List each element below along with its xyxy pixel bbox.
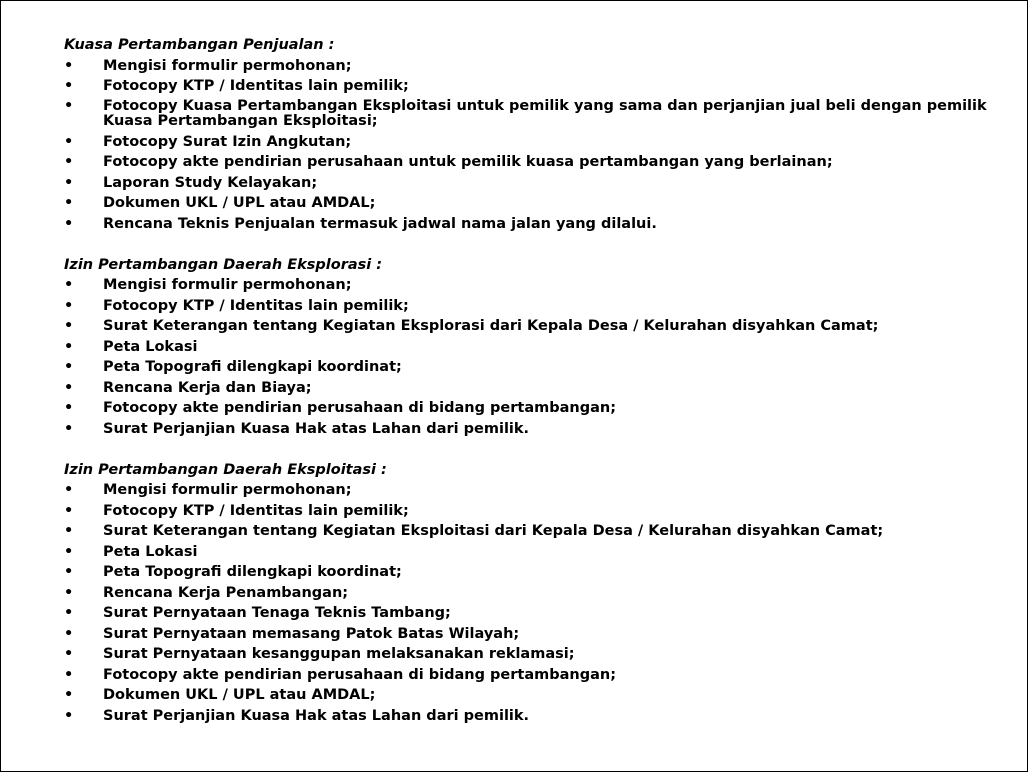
list-item-text: Peta Topografi dilengkapi koordinat; [103,564,402,580]
section-kuasa-pertambangan-penjualan [64,35,1004,234]
list-item [64,501,1004,522]
list-item [64,97,1004,132]
list-item-text: Rencana Teknis Penjualan termasuk jadwal nama jalan yang dilalui. [103,215,657,232]
bullet-icon: • [64,297,74,314]
list-item-text: Surat Keterangan tentang Kegiatan Eksplorasi dari Kepala Desa / Kelurahan disyahkan Camat; [103,318,879,334]
list-item-text: Surat Perjanjian Kuasa Hak atas Lahan dari pemilik. [103,707,530,724]
bullet-icon: • [64,97,74,114]
list-item [64,644,1004,665]
list-item-text: Mengisi formulir permohonan; [103,277,352,293]
bullet-icon: • [64,359,74,375]
list-item [64,624,1004,645]
list-item-text: Fotocopy Kuasa Pertambangan Eksploitasi untuk pemilik yang sama dan perjanjian jual beli dengan pemilik Kuasa Pertambangan Eksploitasi; [103,97,987,129]
list-item [64,214,1004,235]
requirement-list [64,275,1004,439]
list-item [64,542,1004,563]
bullet-icon: • [64,57,74,74]
bullet-icon: • [64,646,74,662]
bullet-icon: • [64,605,74,621]
bullet-icon: • [64,277,74,293]
bullet-icon: • [64,154,74,170]
list-item [64,56,1004,77]
bullet-icon: • [64,195,74,211]
list-item-text: Peta Topografi dilengkapi koordinat; [103,359,402,375]
list-item-text: Fotocopy KTP / Identitas lain pemilik; [103,78,409,94]
list-item-text: Surat Pernyataan Tenaga Teknis Tambang; [103,605,451,621]
list-item [64,296,1004,317]
list-item [64,76,1004,97]
list-item [64,173,1004,194]
list-item-text: Fotocopy akte pendirian perusahaan di bidang pertambangan; [103,666,617,683]
list-item [64,398,1004,419]
bullet-icon: • [64,564,74,580]
bullet-icon: • [64,543,74,560]
list-item [64,480,1004,501]
bullet-icon: • [64,523,74,539]
bullet-icon: • [64,666,74,683]
document-content [64,35,1004,747]
requirement-list [64,480,1004,726]
list-item [64,603,1004,624]
section-title: Izin Pertambangan Daerah Eksplorasi : [64,256,383,273]
list-item-text: Mengisi formulir permohonan; [103,57,352,74]
list-item-text: Surat Pernyataan memasang Patok Batas Wilayah; [103,625,520,642]
list-item-text: Fotocopy Surat Izin Angkutan; [103,133,352,150]
requirement-list [64,56,1004,235]
list-item-text: Mengisi formulir permohonan; [103,482,352,498]
list-item [64,152,1004,173]
list-item-text: Fotocopy akte pendirian perusahaan untuk pemilik kuasa pertambangan yang berlainan; [103,154,833,170]
list-item [64,521,1004,542]
bullet-icon: • [64,174,74,191]
list-item [64,665,1004,686]
list-item [64,316,1004,337]
list-item-text: Fotocopy akte pendirian perusahaan di bidang pertambangan; [103,400,617,416]
list-item [64,337,1004,358]
bullet-icon: • [64,707,74,724]
bullet-icon: • [64,338,74,355]
list-item-text: Surat Pernyataan kesanggupan melaksanakan reklamasi; [103,646,575,662]
list-item-text: Rencana Kerja dan Biaya; [103,379,312,396]
section-izin-pertambangan-daerah-eksploitasi [64,460,1004,727]
list-item [64,275,1004,296]
section-title: Izin Pertambangan Daerah Eksploitasi : [64,461,387,478]
bullet-icon: • [64,379,74,396]
list-item [64,706,1004,727]
list-item [64,193,1004,214]
list-item [64,378,1004,399]
bullet-icon: • [64,133,74,150]
list-item-text: Fotocopy KTP / Identitas lain pemilik; [103,502,409,519]
bullet-icon: • [64,215,74,232]
list-item-text: Surat Keterangan tentang Kegiatan Eksploitasi dari Kepala Desa / Kelurahan disyahkan Camat; [103,523,884,539]
list-item-text: Rencana Kerja Penambangan; [103,584,349,601]
list-item [64,132,1004,153]
list-item-text: Dokumen UKL / UPL atau AMDAL; [103,195,376,211]
list-item-text: Dokumen UKL / UPL atau AMDAL; [103,687,376,703]
list-item-text: Laporan Study Kelayakan; [103,174,318,191]
bullet-icon: • [64,420,74,437]
list-item [64,419,1004,440]
list-item [64,685,1004,706]
list-item [64,562,1004,583]
list-item-text: Fotocopy KTP / Identitas lain pemilik; [103,297,409,314]
bullet-icon: • [64,625,74,642]
list-item [64,583,1004,604]
section-title: Kuasa Pertambangan Penjualan : [64,37,335,53]
list-item-text: Peta Lokasi [103,543,198,560]
list-item-text: Surat Perjanjian Kuasa Hak atas Lahan dari pemilik. [103,420,530,437]
list-item [64,357,1004,378]
section-izin-pertambangan-daerah-eksplorasi [64,255,1004,440]
bullet-icon: • [64,482,74,498]
list-item-text: Peta Lokasi [103,338,198,355]
bullet-icon: • [64,502,74,519]
bullet-icon: • [64,400,74,416]
bullet-icon: • [64,78,74,94]
bullet-icon: • [64,687,74,703]
bullet-icon: • [64,318,74,334]
bullet-icon: • [64,584,74,601]
